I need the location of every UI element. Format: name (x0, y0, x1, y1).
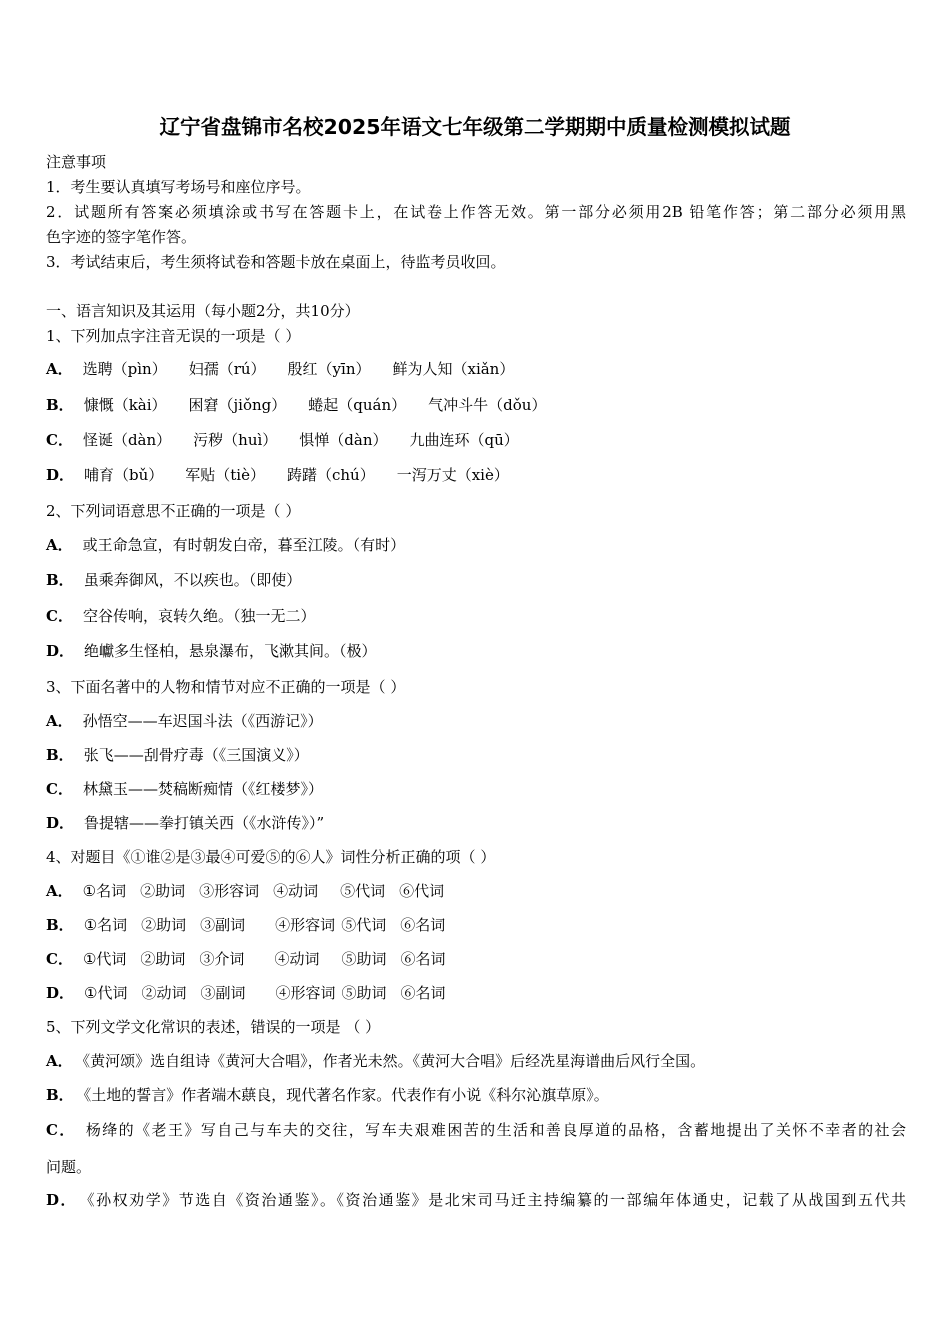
option-letter: C． (46, 950, 73, 968)
option-letter: A． (46, 1052, 73, 1070)
notice-item-2: 2．试题所有答案必须填涂或书写在答题卡上，在试卷上作答无效。第一部分必须用2B 铅笔作答；第二部分必须用黑 (46, 203, 906, 221)
option-part: 军贴（tiè） (185, 466, 265, 484)
option-part: 蜷起（quán） (308, 396, 407, 414)
option-part: ①名词 (82, 882, 127, 900)
option-part: ④形容词 (275, 916, 336, 934)
option-letter: B． (46, 396, 74, 414)
option-letter: C． (46, 431, 73, 449)
option-part: 怪诞（dàn） (82, 431, 172, 449)
option-part: ②动词 (141, 984, 187, 1002)
notice-item-1: 1．考生要认真填写考场号和座位序号。 (46, 178, 311, 196)
notice-item-2-cont: 色字迹的签字笔作答。 (46, 228, 197, 246)
option-part: 一泻万丈（xiè） (396, 466, 509, 484)
question-2-option-a (46, 535, 405, 555)
option-text: 《土地的誓言》作者端木蕻良，现代著名作家。代表作有小说《科尔沁旗草原》。 (83, 1086, 609, 1104)
option-part: 踌躇（chú） (286, 466, 375, 484)
option-text: 孙悟空——车迟国斗法（《西游记》） (82, 712, 323, 730)
option-part: ①代词 (82, 950, 127, 968)
question-3-option-b (46, 745, 309, 765)
question-4-option-d (46, 983, 446, 1003)
option-letter: A． (46, 882, 73, 900)
question-1-stem: 1、下列加点字注音无误的一项是（ ） (46, 327, 301, 345)
option-text: 《孙权劝学》节选自《资治通鉴》。《资治通鉴》是北宋司马迁主持编纂的一部编年体通史，记载了从战国到五代共 (87, 1191, 906, 1209)
option-text: 张飞——刮骨疗毒（《三国演义》） (83, 746, 309, 764)
option-letter: A． (46, 712, 73, 730)
option-part: 污秽（huì） (193, 431, 278, 449)
question-2-stem: 2、下列词语意思不正确的一项是（ ） (46, 502, 301, 520)
option-part: ③形容词 (199, 882, 260, 900)
question-3-option-a (46, 711, 323, 731)
question-3-stem: 3、下面名著中的人物和情节对应不正确的一项是（ ） (46, 678, 406, 696)
option-part: 九曲连环（qū） (409, 431, 519, 449)
question-2-option-b (46, 570, 301, 590)
option-part: 哺育（bǔ） (84, 466, 164, 484)
option-text: 鲁提辖——拳打镇关西（《水浒传》）” (84, 814, 325, 832)
option-letter: D． (46, 642, 75, 660)
question-2-option-d (46, 641, 377, 661)
question-3-option-d (46, 813, 324, 833)
option-part: ④动词 (274, 950, 320, 968)
option-part: 气冲斗牛（dǒu） (428, 396, 547, 414)
option-part: ③副词 (200, 916, 246, 934)
question-2-option-c (46, 606, 315, 626)
option-text: 杨绛的《老王》写自己与车夫的交往，写车夫艰难困苦的生活和善良厚道的品格，含蓄地提出了关怀不幸者的社会 (85, 1121, 906, 1139)
option-letter: D． (46, 466, 75, 484)
option-letter: D． (46, 984, 75, 1002)
question-1-option-a (46, 359, 514, 379)
option-part: ⑥名词 (400, 950, 446, 968)
option-letter: D． (46, 814, 75, 832)
option-letter: D． (46, 1191, 78, 1209)
question-1-option-d (46, 465, 509, 485)
question-3-option-c (46, 779, 323, 799)
option-letter: A． (46, 536, 73, 554)
option-letter: B． (46, 571, 74, 589)
question-5-option-d (46, 1190, 906, 1210)
notice-item-3: 3．考试结束后，考生须将试卷和答题卡放在桌面上，待监考员收回。 (46, 253, 506, 271)
question-1-option-c (46, 430, 519, 450)
option-text: 绝巘多生怪柏，悬泉瀑布，飞漱其间。（极） (84, 642, 377, 660)
option-part: ⑥名词 (400, 916, 446, 934)
option-letter: C． (46, 1121, 76, 1139)
question-4-option-c (46, 949, 445, 969)
option-part: 惧惮（dàn） (299, 431, 388, 449)
option-text: 或王命急宣，有时朝发白帝，暮至江陵。（有时） (82, 536, 406, 554)
option-part: ⑤代词 (341, 916, 387, 934)
option-letter: B． (46, 1086, 74, 1104)
question-5-option-c-cont: 问题。 (46, 1158, 92, 1176)
option-letter: B． (46, 916, 74, 934)
option-letter: C． (46, 607, 73, 625)
option-part: ⑥代词 (399, 882, 445, 900)
page-title: 辽宁省盘锦市名校2025年语文七年级第二学期期中质量检测模拟试题 (159, 115, 791, 139)
option-text: 虽乘奔御风，不以疾也。（即使） (83, 571, 302, 589)
question-4-stem: 4、对题目《①谁②是③最④可爱⑤的⑥人》词性分析正确的项（ ） (46, 848, 496, 866)
option-part: ④动词 (273, 882, 319, 900)
option-part: ⑤助词 (341, 950, 387, 968)
question-1-option-b (46, 395, 546, 415)
option-letter: C． (46, 780, 73, 798)
question-5-option-b (46, 1085, 609, 1105)
option-part: 选聘（pìn） (82, 360, 167, 378)
option-text: 《黄河颂》选自组诗《黄河大合唱》，作者光未然。《黄河大合唱》后经冼星海谱曲后风行全国。 (82, 1052, 706, 1070)
question-5-option-c (46, 1120, 906, 1140)
option-part: 困窘（jiǒng） (188, 396, 287, 414)
option-part: ②助词 (140, 950, 186, 968)
option-part: 慷慨（kài） (83, 396, 167, 414)
option-text: 林黛玉——焚稿断痴情（《红楼梦》） (82, 780, 323, 798)
option-part: ②助词 (140, 882, 186, 900)
option-part: ⑥名词 (400, 984, 446, 1002)
question-4-option-a (46, 881, 444, 901)
section-heading: 一、语言知识及其运用（每小题2分，共10分） (46, 302, 360, 320)
option-part: ⑤代词 (340, 882, 386, 900)
option-text: 空谷传响，哀转久绝。（独一无二） (82, 607, 316, 625)
question-5-option-a (46, 1051, 705, 1071)
option-letter: B． (46, 746, 74, 764)
option-part: ①代词 (84, 984, 128, 1002)
option-part: 妇孺（rú） (188, 360, 266, 378)
option-part: ①名词 (83, 916, 128, 934)
option-part: 鲜为人知（xiǎn） (392, 360, 515, 378)
question-4-option-b (46, 915, 445, 935)
option-part: ③副词 (200, 984, 246, 1002)
option-part: ⑤助词 (341, 984, 387, 1002)
notice-heading: 注意事项 (46, 153, 107, 171)
option-part: ③介词 (199, 950, 245, 968)
option-part: 殷红（yīn） (287, 360, 371, 378)
option-part: ②助词 (141, 916, 187, 934)
option-part: ④形容词 (275, 984, 336, 1002)
question-5-stem: 5、下列文学文化常识的表述，错误的一项是 （ ） (46, 1018, 381, 1036)
option-letter: A． (46, 360, 73, 378)
